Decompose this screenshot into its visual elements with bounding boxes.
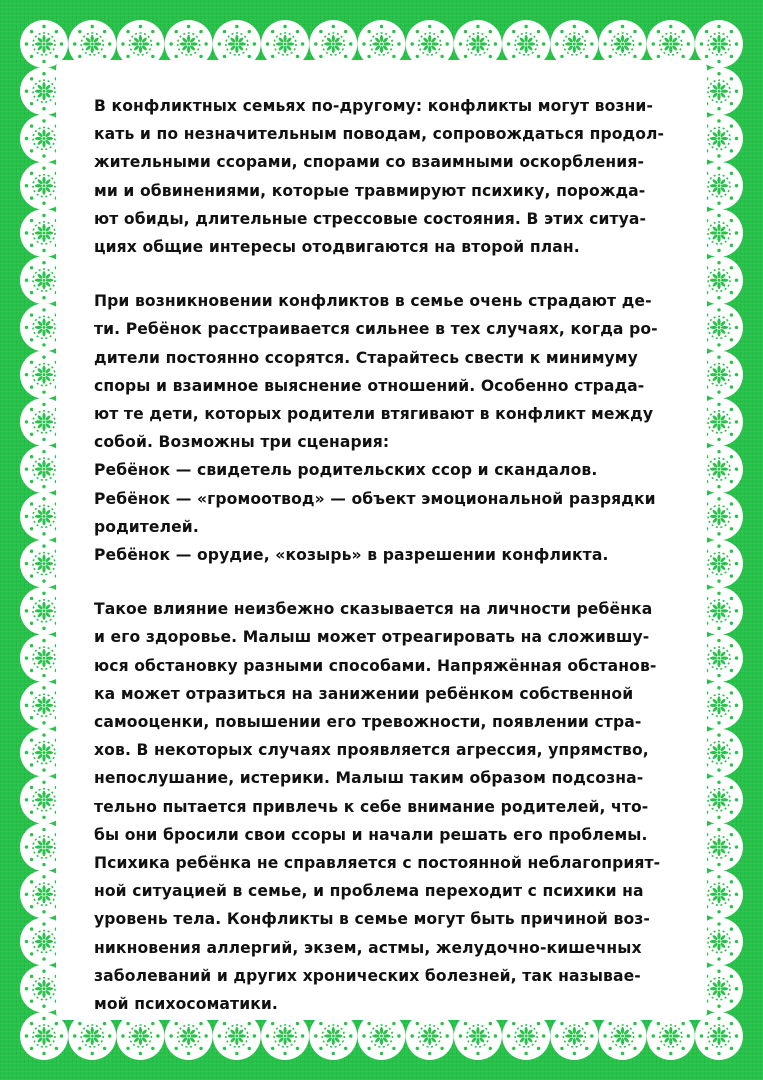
text-line: непослушание, истерики. Малыш таким образом подсозна- xyxy=(94,769,644,788)
paragraph-3 xyxy=(94,595,688,1018)
scenario-line: родителей. xyxy=(94,517,199,536)
scenario-line: Ребёнок — орудие, «козырь» в разрешении конфликта. xyxy=(94,546,609,565)
text-line: Такое влияние неизбежно сказывается на личности ребёнка xyxy=(94,600,653,619)
paragraph-1 xyxy=(94,92,688,261)
text-line: ной ситуацией в семье, и проблема переходит с психики на xyxy=(94,882,644,901)
text-line: никновения аллергий, экзем, астмы, желудочно-кишечных xyxy=(94,938,642,957)
text-line: дители постоянно ссорятся. Старайтесь свести к минимуму xyxy=(94,348,638,367)
text-line: кать и по незначительным поводам, сопровождаться продол- xyxy=(94,125,665,144)
scenario-line: Ребёнок — «громоотвод» — объект эмоциональной разрядки xyxy=(94,489,656,508)
document-body xyxy=(94,92,688,1044)
text-line: юся обстановку разными способами. Напряжённая обстанов- xyxy=(94,656,657,675)
text-line: мой психосоматики. xyxy=(94,995,278,1014)
text-line: циях общие интересы отодвигаются на второй план. xyxy=(94,238,580,257)
text-line: ти. Ребёнок расстраивается сильнее в тех случаях, когда ро- xyxy=(94,320,658,339)
text-line: В конфликтных семьях по-другому: конфликты могут возни- xyxy=(94,97,654,115)
text-line: Психика ребёнка не справляется с постоянной неблагоприят- xyxy=(94,854,661,873)
text-line: тельно пытается привлечь к себе внимание родителей, что- xyxy=(94,797,649,816)
text-line: ми и обвинениями, которые травмируют психику, порожда- xyxy=(94,181,646,200)
text-line: собой. Возможны три сценария: xyxy=(94,433,390,452)
text-line: ют те дети, которых родители втягивают в конфликт между xyxy=(94,405,654,424)
text-line: хов. В некоторых случаях проявляется агрессия, упрямство, xyxy=(94,741,649,760)
paragraph-2 xyxy=(94,287,688,569)
text-line: ка может отразиться на занижении ребёнком собственной xyxy=(94,684,634,703)
scenario-line: Ребёнок — свидетель родительских ссор и скандалов. xyxy=(94,461,598,480)
text-line: самооценки, повышении его тревожности, появлении стра- xyxy=(94,713,642,732)
text-line: споры и взаимное выяснение отношений. Особенно страда- xyxy=(94,376,645,395)
text-line: заболеваний и других хронических болезней, так называе- xyxy=(94,966,641,985)
text-line: и его здоровье. Малыш может отреагировать на сложившу- xyxy=(94,628,650,647)
text-line: бы они бросили свои ссоры и начали решать его проблемы. xyxy=(94,825,648,844)
text-line: ют обиды, длительные стрессовые состояния. В этих ситуа- xyxy=(94,209,647,228)
text-line: При возникновении конфликтов в семье очень страдают де- xyxy=(94,292,652,311)
text-line: жительными ссорами, спорами со взаимными оскорбления- xyxy=(94,153,645,172)
text-line: уровень тела. Конфликты в семье могут быть причиной воз- xyxy=(94,910,650,929)
